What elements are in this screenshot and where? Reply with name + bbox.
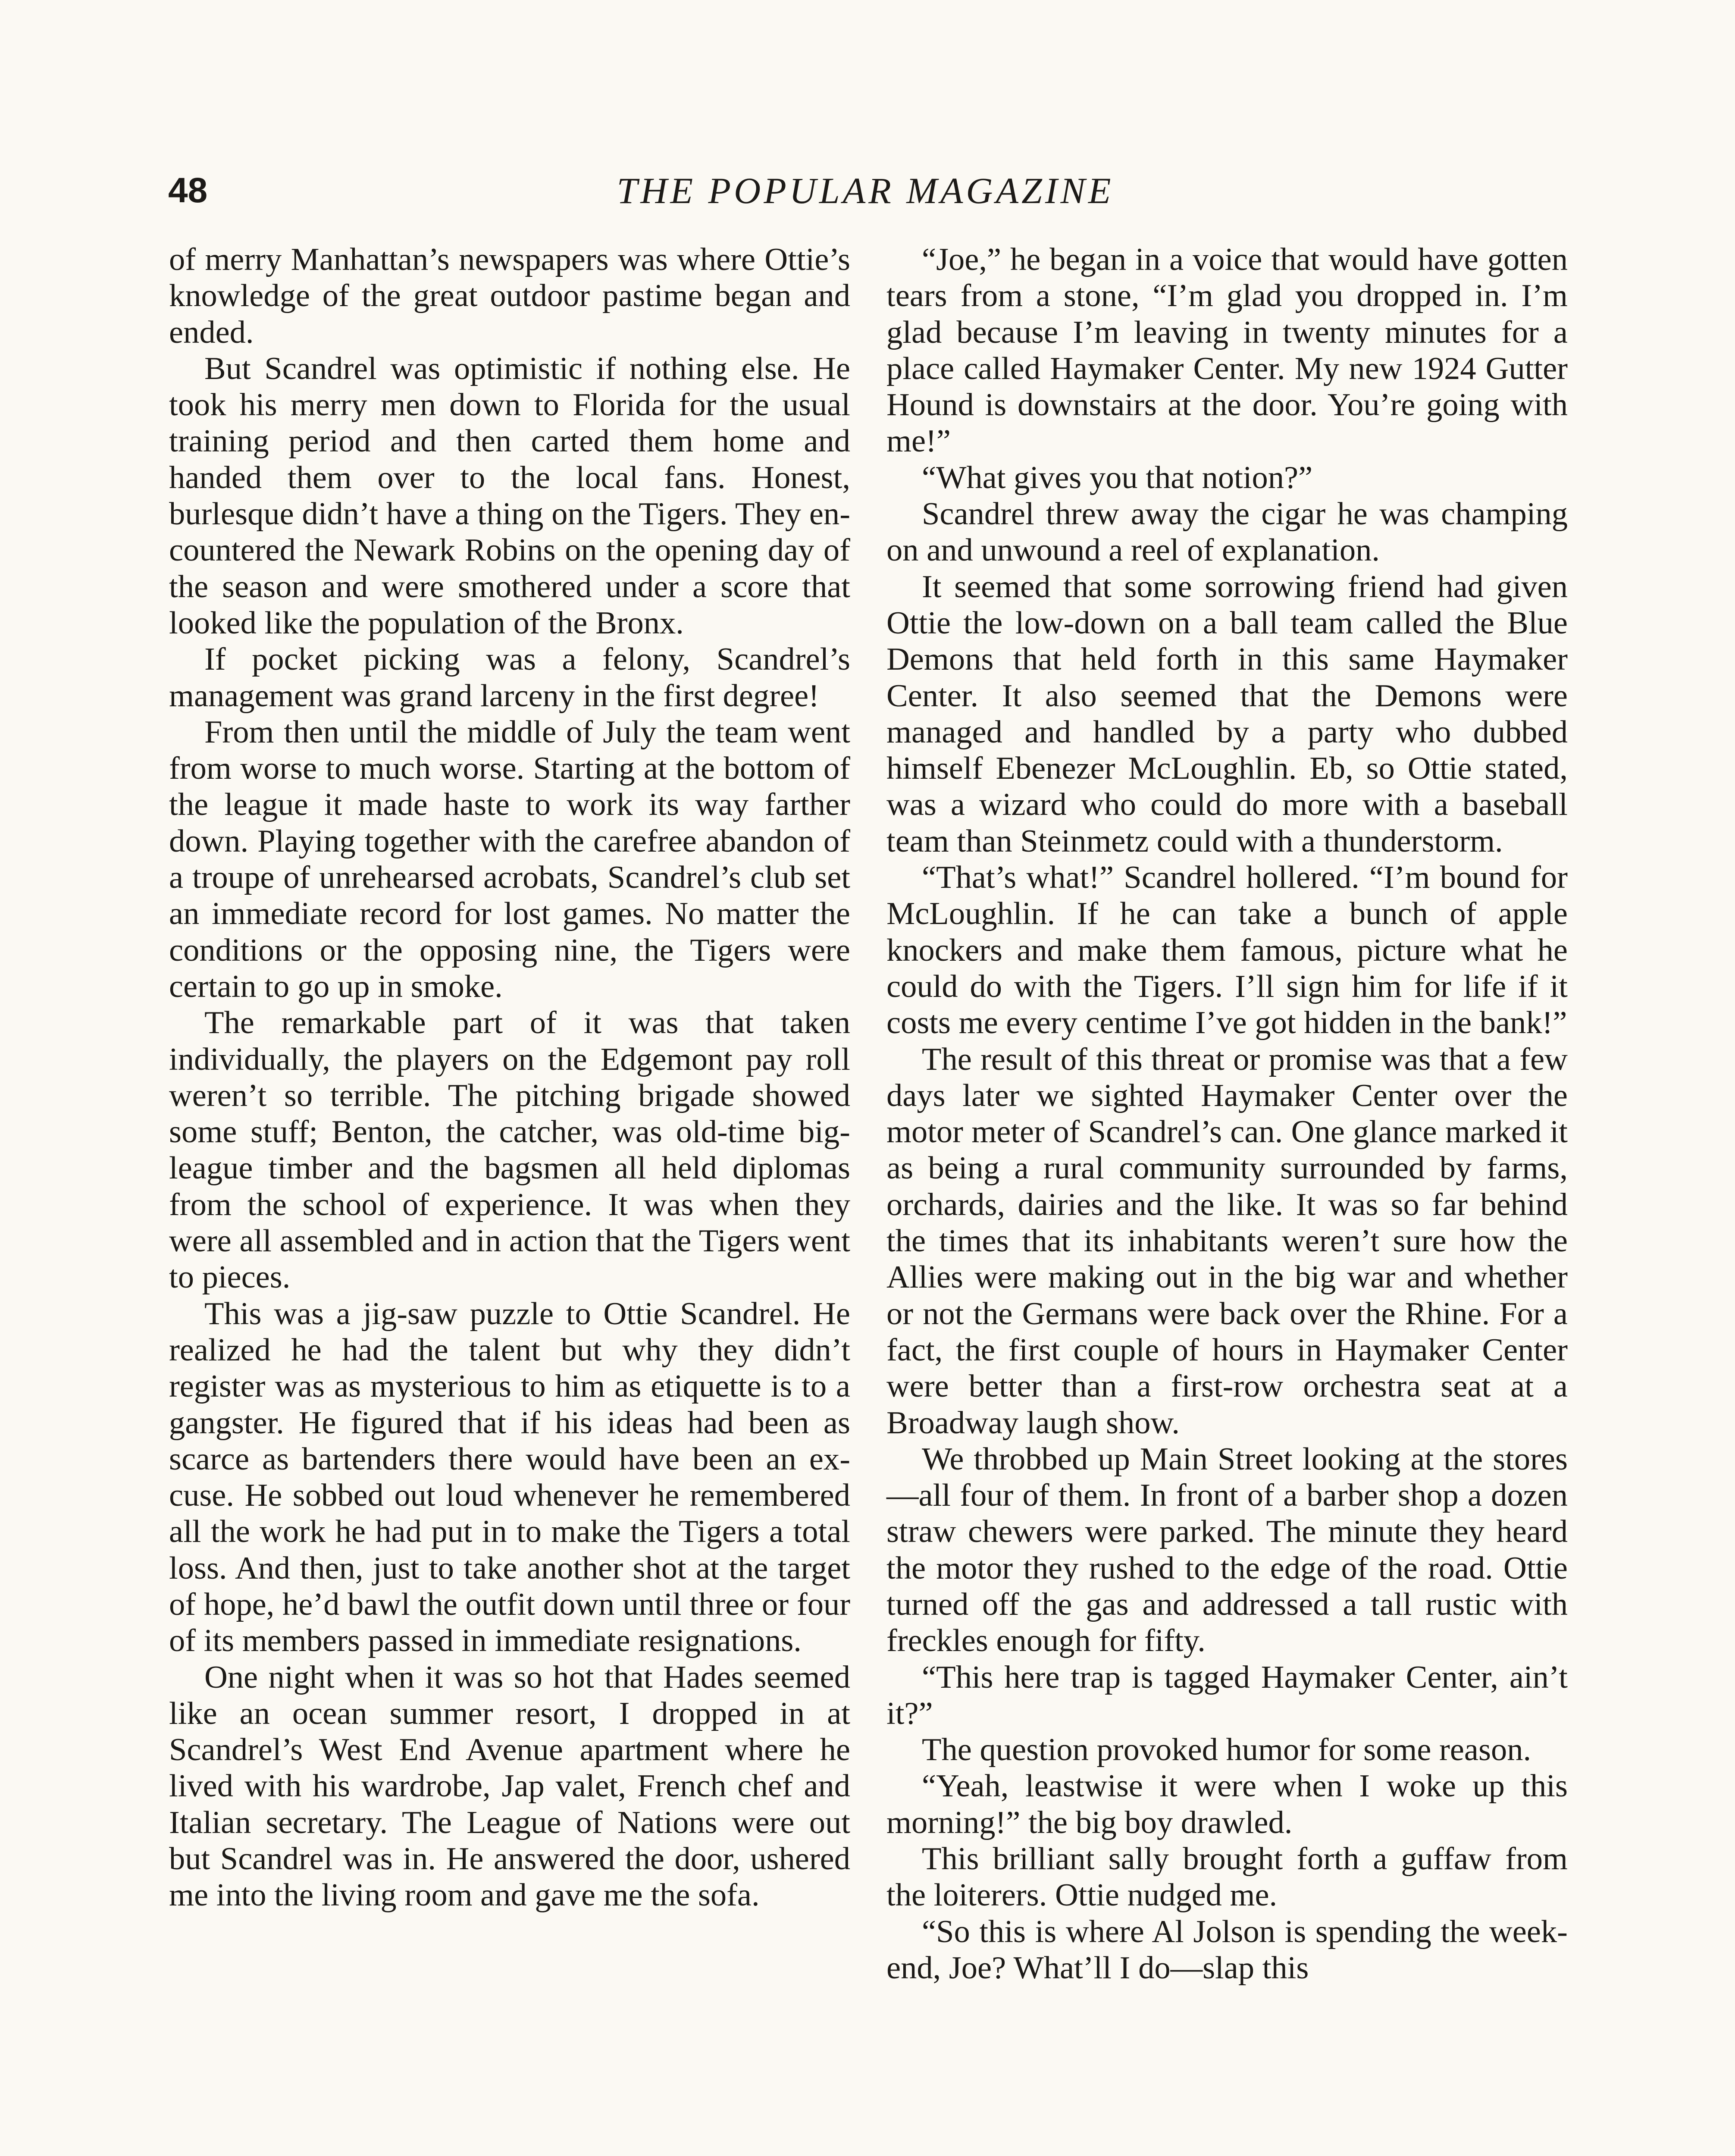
page-number: 48	[168, 171, 208, 210]
paragraph: The remarkable part of it was that taken individually, the players on the Edgemont pay roll weren’t so terrible. The pitching brigade showed some stuff; Benton, the catcher, was old-time big-league timber and the bagsmen all held diplomas from the school of experience. It was when they were all assembled and in action that the Tigers went to pieces.	[169, 1005, 850, 1295]
page-header	[160, 160, 1570, 221]
paragraph: “Yeah, leastwise it were when I woke up this morning!” the big boy drawled.	[886, 1768, 1568, 1840]
paragraph: From then until the middle of July the team went from worse to much worse. Starting at the bottom of the league it made haste to work its way farther down. Playing together with the carefree abandon of a troupe of unrehearsed acrobats, Scandrel’s club set an immediate record for lost games. No matter the conditions or the opposing nine, the Tigers were certain to go up in smoke.	[169, 714, 850, 1004]
paragraph: This brilliant sally brought forth a guffaw from the loiterers. Ottie nudged me.	[886, 1841, 1568, 1913]
paragraph: “That’s what!” Scandrel hollered. “I’m bound for McLoughlin. If he can take a bunch of apple knockers and make them famous, picture what he could do with the Tigers. I’ll sign him for life if it costs me every centime I’ve got hidden in the bank!”	[886, 860, 1568, 1041]
paragraph: One night when it was so hot that Hades seemed like an ocean summer resort, I dropped in at Scandrel’s West End Avenue apartment where he lived with his wardrobe, Jap valet, French chef and Italian secretary. The League of Nations were out but Scandrel was in. He answered the door, ushered me into the living room and gave me the sofa.	[169, 1659, 850, 1913]
paragraph: The result of this threat or promise was that a few days later we sighted Haymaker Center over the motor meter of Scandrel’s can. One glance marked it as being a rural community surrounded by farms, orchards, dairies and the like. It was so far behind the times that its inhabitants weren’t sure how the Allies were making out in the big war and whether or not the Germans were back over the Rhine. For a fact, the first couple of hours in Haymaker Center were better than a first-row orchestra seat at a Broadway laugh show.	[886, 1041, 1568, 1441]
paragraph: Scandrel threw away the cigar he was champing on and unwound a reel of explanation.	[886, 496, 1568, 568]
paragraph: of merry Manhattan’s newspapers was where Ottie’s knowledge of the great outdoor pastime began and ended.	[169, 242, 850, 350]
paragraph: “What gives you that notion?”	[922, 460, 1313, 495]
paragraph: “This here trap is tagged Haymaker Center, ain’t it?”	[886, 1659, 1568, 1731]
paragraph: “So this is where Al Jolson is spending the week-end, Joe? What’ll I do—slap this	[886, 1914, 1568, 1986]
paragraph: The question provoked humor for some reason.	[922, 1732, 1531, 1768]
paragraph: If pocket picking was a felony, Scandrel’s management was grand larceny in the first degree!	[169, 642, 850, 714]
paragraph: It seemed that some sorrowing friend had given Ottie the low-down on a ball team called the Blue Demons that held forth in this same Haymaker Center. It also seemed that the Demons were managed and handled by a party who dubbed himself Ebenezer McLoughlin. Eb, so Ottie stated, was a wizard who could do more with a baseball team than Steinmetz could with a thunderstorm.	[886, 569, 1568, 859]
paragraph: But Scandrel was optimistic if nothing else. He took his merry men down to Florida for the usual training period and then carted them home and handed them over to the local fans. Honest, burlesque didn’t have a thing on the Tigers. They encountered the Newark Robins on the opening day of the season and were smothered under a score that looked like the population of the Bronx.	[169, 351, 850, 641]
right-column	[886, 241, 1568, 1986]
left-column	[169, 241, 850, 1914]
paragraph: We throbbed up Main Street looking at the stores—all four of them. In front of a barber shop a dozen straw chewers were parked. The minute they heard the motor they rushed to the edge of the road. Ottie turned off the gas and addressed a tall rustic with freckles enough for fifty.	[886, 1441, 1568, 1659]
paragraph: This was a jig-saw puzzle to Ottie Scandrel. He realized he had the talent but why they didn’t register was as mysterious to him as etiquette is to a gangster. He figured that if his ideas had been as scarce as bartenders there would have been an excuse. He sobbed out loud whenever he remembered all the work he had put in to make the Tigers a total loss. And then, just to take another shot at the target of hope, he’d bawl the outfit down until three or four of its members passed in immediate resignations.	[169, 1296, 850, 1659]
running-head: THE POPULAR MAGAZINE	[617, 170, 1114, 211]
paragraph: “Joe,” he began in a voice that would have gotten tears from a stone, “I’m glad you dropped in. I’m glad because I’m leaving in twenty minutes for a place called Haymaker Center. My new 1924 Gutter Hound is downstairs at the door. You’re going with me!”	[886, 242, 1568, 459]
